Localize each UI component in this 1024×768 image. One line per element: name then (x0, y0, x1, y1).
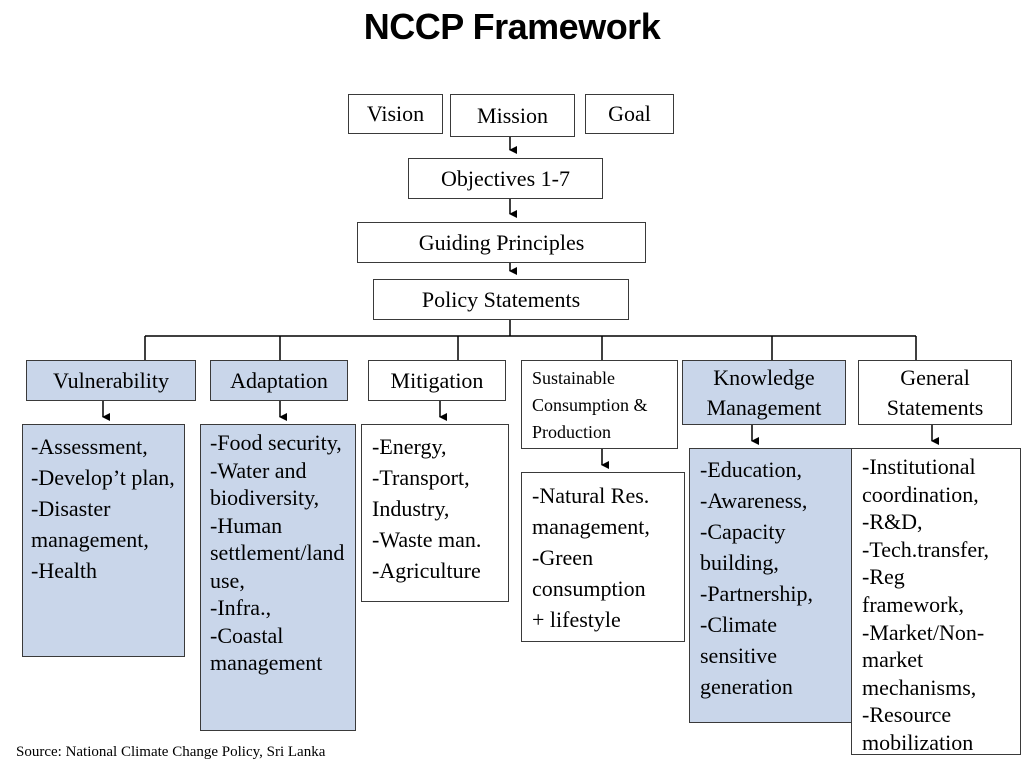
details-knowledge-management: -Education, -Awareness, -Capacity building, -Partnership, -Climate sensitive generation (689, 448, 854, 723)
vision-box: Vision (348, 94, 443, 134)
theme-adaptation: Adaptation (210, 360, 348, 401)
source-caption: Source: National Climate Change Policy, Sri Lanka (16, 744, 326, 760)
theme-vulnerability: Vulnerability (26, 360, 196, 401)
theme-sustainable-consumption: Sustainable Consumption & Production (521, 360, 678, 449)
details-mitigation: -Energy, -Transport, Industry, -Waste man. -Agriculture (361, 424, 509, 602)
details-sustainable-consumption: -Natural Res. management, -Green consumption + lifestyle (521, 472, 685, 642)
goal-box: Goal (585, 94, 674, 134)
objectives-box: Objectives 1-7 (408, 158, 603, 199)
policy-statements-box: Policy Statements (373, 279, 629, 320)
diagram-title: NCCP Framework (363, 6, 661, 47)
details-vulnerability: -Assessment, -Develop’t plan, -Disaster management, -Health (22, 424, 185, 657)
theme-knowledge-management: Knowledge Management (682, 360, 846, 425)
theme-mitigation: Mitigation (368, 360, 506, 401)
guiding-principles-box: Guiding Principles (357, 222, 646, 263)
details-adaptation: -Food security, -Water and biodiversity, -Human settlement/land use, -Infra., -Coastal management (200, 424, 356, 731)
mission-box: Mission (450, 94, 575, 137)
details-general-statements: -Institutional coordination, -R&D, -Tech.transfer, -Reg framework, -Market/Non-market mechanisms, -Resource mobilization (851, 448, 1021, 755)
theme-general-statements: General Statements (858, 360, 1012, 425)
